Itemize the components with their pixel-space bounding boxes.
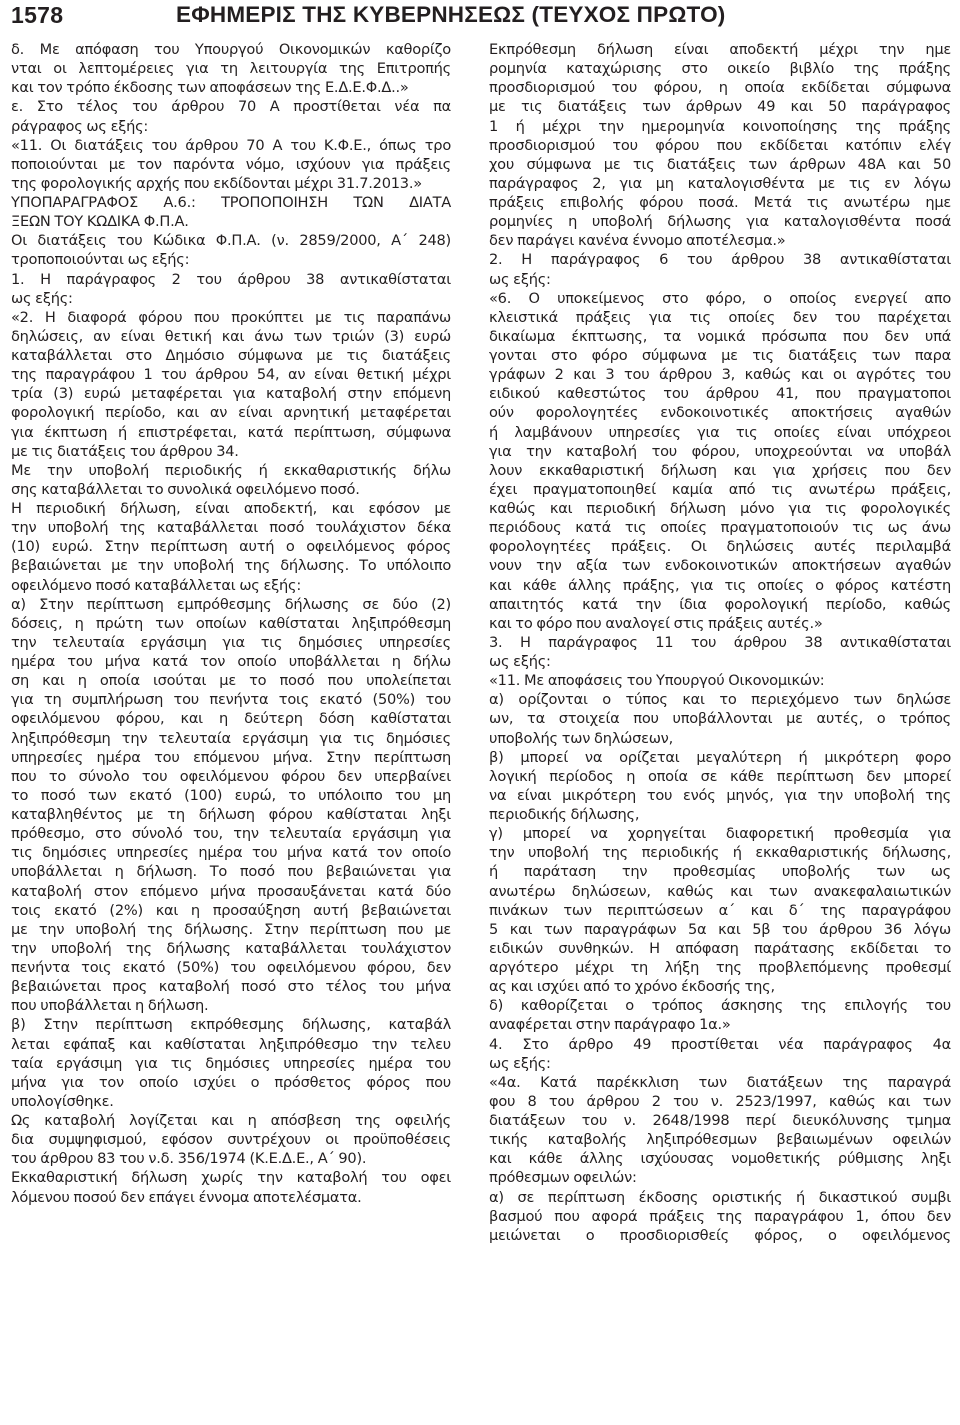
text-line: οφειλόμενο ποσό καταβάλλεται ως εξής: [11,576,302,594]
text-line: μειώνεται ο προσδιορισθείς φόρος, ο οφειλόμενος [489,1226,951,1244]
gazette-title: ΕΦΗΜΕΡΙΣ ΤΗΣ ΚΥΒΕΡΝΗΣΕΩΣ (ΤΕΥΧΟΣ ΠΡΩΤΟ) [176,2,726,27]
text-line: φορολογική περίοδο, και αν είναι αρνητική μεταφέρεται [11,404,451,422]
text-line: έχει πραγματοποιηθεί καμία από τις ανωτέρω πράξεις, [489,480,951,498]
text-line: απαιτητός κατά την ίδια φορολογική περίοδο, καθώς [489,595,951,613]
text-line: Η περιοδική δήλωση, είναι αποδεκτή, και εφόσον με [11,500,451,517]
text-line: δια συμψηφισμού, εφόσον συντρέχουν οι προϋποθέσεις [11,1131,451,1149]
text-line: σης καταβάλλεται το συνολικά οφειλόμενο ποσό. [11,480,360,498]
text-line: νται οι λεπτομέρειες για τη λειτουργία της Επιτροπής [11,60,451,78]
text-line: Με την υποβολή περιοδικής ή εκκαθαριστικής δήλω [11,461,451,479]
page-header [0,0,960,28]
text-line: ημέρα του μήνα κατά τον οποίο υποβάλλεται η δήλω [11,653,451,670]
text-line: ε. Στο τέλος του άρθρου 70 Α προστίθεται νέα πα [11,98,451,116]
text-line: αργότερο μέχρι τη λήξη της προβλεπόμενης προθεσμί [489,959,951,976]
text-line: ρομηνία καταχώρισης στο οικείο βιβλίο της πράξης [489,60,951,78]
text-line: «2. Η διαφορά φόρου που προκύπτει με τις παραπάνω [11,308,451,326]
text-line: 1. Η παράγραφος 2 του άρθρου 38 αντικαθίσταται [11,270,451,288]
text-line: λεται εφάπαξ και καθίσταται ληξιπρόθεσμο την τελευ [11,1035,451,1053]
text-line: κλειστικά πράξεις για τις οποίες δεν του παρέχεται [489,308,951,326]
text-line: ληξιπρόθεσμη την τελευταία εργάσιμη για τις δημόσιες [11,729,451,747]
text-line: γράφων 2 και 3 του άρθρου 3, καθώς και οι αγρότες του [489,366,951,384]
text-line: δόσεις, η πρώτη των οποίων καθίσταται ληξιπρόθεσμη [11,614,451,632]
text-line: τρία (3) ευρώ μεταφέρεται για καταβολή στην επόμενη [11,385,451,403]
text-line: ΞΕΩΝ ΤΟΥ ΚΩΔΙΚΑ Φ.Π.Α. [11,213,189,231]
text-line: παράγραφος 2, για μη καταλογισθέντα με τις εν λόγω [489,174,951,192]
text-line: δεν παράγει κανένα έννομο αποτέλεσμα.» [489,232,786,250]
text-line: λογική περίοδος η οποία σε κάθε περίπτωση δεν μπορεί [489,767,951,785]
text-line: βεβαιώνεται προς καταβολή ποσό στο τέλος του μήνα [11,978,451,996]
left-text-column [11,40,451,1207]
text-line: του άρθρου 83 του ν.δ. 356/1974 (Κ.Ε.Δ.Ε., Α΄ 90). [11,1150,367,1168]
text-line: ας και ισχύει από το χρόνο έκδοσής της, [489,978,775,996]
text-line: την τελευταία εργάσιμη για τις δημόσιες υπηρεσίες [11,633,451,651]
text-line: για έκπτωση ή επιστρέφεται, κατά περίπτωση, σύμφωνα [11,423,451,441]
text-line: «11. Με αποφάσεις του Υπουργού Οικονομικών: [489,672,825,690]
text-line: μήνα για τον οποίο ισχύει ο πρόσθετος φόρος που [11,1073,451,1091]
text-line: που το σύνολο του οφειλόμενου φόρου δεν υπερβαίνει [11,767,451,785]
text-line: 2. Η παράγραφος 6 του άρθρου 38 αντικαθίσταται [489,251,951,269]
text-line: β) Στην περίπτωση εκπρόθεσμης δήλωσης, καταβάλ [11,1016,451,1034]
text-line: υποβάλλεται η δήλωση. Το ποσό που βεβαιώνεται για [11,863,451,881]
text-line: λόμενου ποσού δεν επάγει έννομα αποτελέσματα. [11,1188,362,1206]
text-line: φορολογητέες πράξεις. Οι δηλώσεις αυτές περιλαμβά [489,538,951,556]
text-line: ποποιούνται με τον παρόντα νόμο, ισχύουν για πράξεις [11,155,451,173]
text-line: περιόδους κατά τις οποίες πραγματοποιούν τις ως άνω [489,519,951,537]
text-line: δ) καθορίζεται ο τρόπος άσκησης της επιλογής του [489,997,951,1015]
text-line: γονται στο φόρο σύμφωνα με τις διατάξεις των παρα [489,347,951,364]
text-line: βασμού που αφορά πράξεις της παραγράφου 1, όπου δεν [489,1207,951,1225]
text-line: που υποβάλλεται η δήλωση. [11,997,209,1015]
text-line: πινάκων των περιπτώσεων α΄ και δ΄ της παραγράφου [489,901,951,919]
text-line: α) σε περίπτωση έκδοσης οριστικής ή δικαστικού συμβι [489,1188,951,1206]
text-line: προσδιορισμού του φόρου που εκδίδεται κατόπιν ελέγ [489,136,951,154]
text-line: την υποβολή της δήλωσης καταβάλλεται τουλάχιστον [11,939,451,957]
text-line: «6. Ο υποκείμενος στο φόρο, ο οποίος ενεργεί απο [489,289,951,307]
text-line: ούν φορολογητέες ενδοκοινοτικές αποκτήσεις αγαθών [489,404,951,422]
text-line: υπηρεσίες ημέρα του επόμενου μήνα. Στην περίπτωση [11,748,451,766]
text-line: υπολογίσθηκε. [11,1092,114,1110]
text-line: δηλώσεις, αν είναι θετική και άνω των τριών (3) ευρώ [11,327,451,345]
text-line: καθώς και περιοδική δήλωση μόνο για τις φορολογικές [489,500,951,517]
text-line: και τον τρόπο έκδοσης των αποφάσεων της Ε.Δ.Ε.Φ.Δ..» [11,79,409,97]
text-line: πρόθεσμο, στο σύνολό του, την τελευταία εργάσιμη για [11,825,451,843]
text-line: και κάθε άλλης πράξης, για τις οποίες ο φόρος κατέστη [489,576,951,594]
text-line: καταβολή στον επόμενο μήνα προσαυξάνεται κατά δύο [11,882,451,900]
text-line: νουν την αξία των ενδοκοινοτικών αποκτήσεων αγαθών [489,557,951,575]
text-line: ΥΠΟΠΑΡΑΓΡΑΦΟΣ Α.6.: ΤΡΟΠΟΠΟΙΗΣΗ ΤΩΝ ΔΙΑΤΑ [11,194,451,211]
text-line: τικής καταβολής ληξιπρόθεσμων βεβαιωμένων οφειλών [489,1131,951,1149]
text-line: 3. Η παράγραφος 11 του άρθρου 38 αντικαθίσταται [489,633,951,651]
text-line: ανωτέρω δηλώσεων, καθώς και των ανακεφαλαιωτικών [489,882,951,900]
right-text-column [489,40,951,1245]
page-number: 1578 [11,2,64,28]
text-line: τοις εκατό (2%) και η προσαύξηση αυτή βεβαιώνεται [11,901,451,919]
text-line: για τη συμπλήρωση του πενήντα τοις εκατό (50%) του [11,691,451,709]
text-line: την υποβολή της περιοδικής ή εκκαθαριστικής δήλωσης, [489,844,951,862]
text-line: «11. Οι διατάξεις του άρθρου 70 Α του Κ.Φ.Ε., όπως τρο [11,136,451,154]
text-line: (10) ευρώ. Στην περίπτωση αυτή ο οφειλόμενος φόρος [11,538,451,556]
text-line: ως εξής: [489,1054,551,1072]
text-line: 1 ή μέχρι την ημερομηνία κοινοποίησης της πράξης [489,117,951,135]
text-line: και το φόρο που αναλογεί στις πράξεις αυτές.» [489,614,823,632]
text-line: διατάξεων του ν. 2648/1998 περί διευκόλυνσης τμημα [489,1112,951,1129]
text-line: ειδικών συνθηκών. Η απόφαση παράτασης εκδίδεται το [489,939,951,957]
text-line: για την καταβολή του φόρου, υποχρεούνται να υποβάλ [489,442,951,460]
text-line: καταβληθέντος με τη δήλωση φόρου καθίσταται ληξι [11,806,451,823]
text-line: δικαίωμα έκπτωσης, τα νομικά πρόσωπα που δεν υπά [489,327,951,345]
text-line: β) μπορεί να ορίζεται μεγαλύτερη ή μικρότερη φορο [489,748,951,766]
text-line: Εκκαθαριστική δήλωση χωρίς την καταβολή του οφει [11,1169,451,1187]
text-line: με τις διατάξεις του άρθρου 34. [11,442,239,460]
text-line: τροποποιούνται ως εξής: [11,251,190,269]
text-line: τις δημόσιες υπηρεσίες ημέρα του μήνα κατά τον οποίο [11,844,451,862]
text-line: και κάθε άλλης ισχύουσας νομοθετικής ρύθμισης ληξι [489,1150,951,1168]
text-line: ως εξής: [11,289,73,307]
text-line: ων, τα στοιχεία που υποβάλλονται με αυτές, ο τρόπος [489,710,951,728]
text-line: βεβαιώνεται με την υποβολή της δήλωσης. Το υπόλοιπο [11,557,451,575]
text-line: την υποβολή της καταβάλλεται ποσό τουλάχιστον δέκα [11,519,451,537]
text-line: 5 και των παραγράφων 5α και 5β του άρθρου 36 λόγω [489,920,951,938]
text-line: δ. Με απόφαση του Υπουργού Οικονομικών καθορίζο [11,41,451,58]
text-line: ση και η οποία ισούται με το ποσό που υπολείπεται [11,672,451,690]
text-line: να είναι μικρότερη του ενός μηνός, για την υποβολή της [489,786,951,804]
text-line: της φορολογικής αρχής που εκδίδονται μέχρι 31.7.2013.» [11,174,422,192]
text-line: ή λαμβάνουν υπηρεσίες για τις οποίες είναι υπόχρεοι [489,423,951,441]
text-line: Οι διατάξεις του Κώδικα Φ.Π.Α. (ν. 2859/2000, Α΄ 248) [11,232,451,250]
text-line: το ποσό των εκατό (100) ευρώ, το υπόλοιπο του μη [11,786,451,804]
text-line: α) Στην περίπτωση εμπρόθεσμης δήλωσης σε δύο (2) [11,595,451,613]
text-line: υποβολής των δηλώσεων, [489,729,673,747]
text-line: ως εξής: [489,270,551,288]
text-line: χου σύμφωνα με τις διατάξεις των άρθρων 48Α και 50 [489,155,951,173]
text-line: ράγραφος ως εξής: [11,117,149,135]
text-line: Εκπρόθεσμη δήλωση είναι αποδεκτή μέχρι την ημε [489,41,951,58]
text-line: Ως καταβολή λογίζεται και η απόσβεση της οφειλής [11,1112,451,1129]
text-line: ειδικού καθεστώτος του άρθρου 41, που πραγματοποι [489,385,951,403]
text-line: πενήντα τοις εκατό (50%) του οφειλόμενου φόρου, δεν [11,959,451,976]
text-line: ως εξής: [489,653,551,670]
text-line: ή παράταση την προθεσμίας υποβολής των ως [489,863,951,881]
text-line: α) ορίζονται ο τύπος και το περιεχόμενο των δηλώσε [489,691,951,709]
text-line: με τις διατάξεις των άρθρων 49 και 50 παράγραφος [489,98,951,116]
text-line: ρομηνίες η υποβολή δήλωσης για καταλογισθέντα ποσά [489,213,951,231]
text-line: πράξεις επιβολής φόρου ποσά. Μετά τις ανωτέρω ημε [489,194,951,211]
text-line: αναφέρεται στην παράγραφο 1α.» [489,1016,731,1034]
text-line: πρόθεσμων οφειλών: [489,1169,637,1187]
text-line: φου 8 του άρθρου 2 του ν. 2523/1997, καθώς και των [489,1092,951,1110]
text-line: «4α. Κατά παρέκκλιση των διατάξεων της παραγρά [489,1073,951,1091]
text-line: ταία εργάσιμη για τις δημόσιες υπηρεσίες ημέρα του [11,1054,451,1072]
text-line: προσδιορισμού του φόρου, η οποία εκδίδεται σύμφωνα [489,79,951,97]
text-line: γ) μπορεί να χορηγείται διαφορετική προθεσμία για [489,825,951,843]
text-line: της παραγράφου 1 του άρθρου 54, αν είναι θετική μέχρι [11,366,451,384]
text-line: με την υποβολή της δήλωσης. Στην περίπτωση που με [11,920,451,938]
text-line: καταβάλλεται στο Δημόσιο σύμφωνα με τις διατάξεις [11,347,451,364]
text-line: περιοδικής δήλωσης, [489,806,640,823]
text-line: λουν εκκαθαριστική δήλωση και για χρήσεις που δεν [489,461,951,479]
text-line: 4. Στο άρθρο 49 προστίθεται νέα παράγραφος 4α [489,1035,951,1053]
text-line: οφειλόμενου φόρου, και η δεύτερη δόση καθίσταται [11,710,451,728]
